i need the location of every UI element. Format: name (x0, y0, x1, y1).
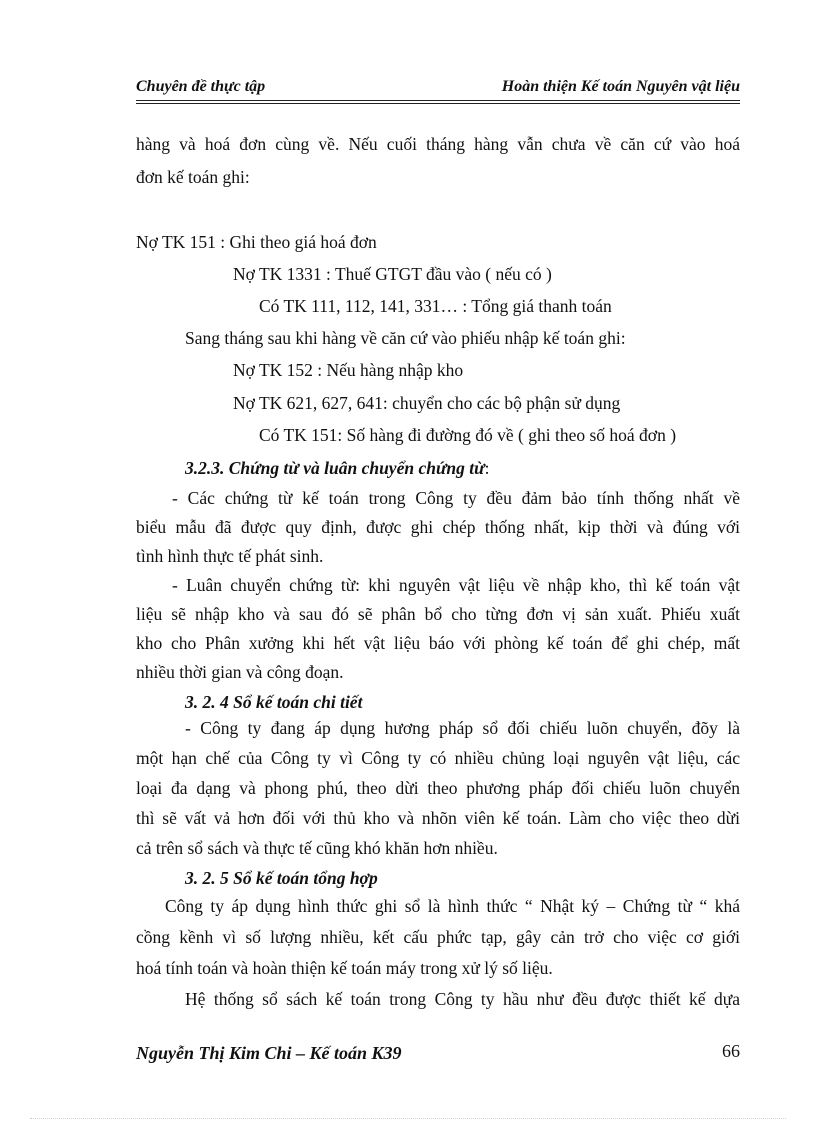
header-right: Hoàn thiện Kế toán Nguyên vật liệu (501, 78, 740, 95)
paragraph-line: - Công ty đang áp dụng hương pháp sổ đối chiếu luõn chuyển, đõy là (185, 718, 740, 738)
section-heading-3-2-4: 3. 2. 4 Sổ kế toán chi tiết (185, 692, 363, 712)
footer-author: Nguyễn Thị Kim Chi – Kế toán K39 (136, 1043, 402, 1063)
paragraph-line: nhiều thời gian và công đoạn. (136, 662, 344, 682)
paragraph-line: - Các chứng từ kế toán trong Công ty đều đảm bảo tính thống nhất về (172, 488, 740, 508)
page-number: 66 (722, 1041, 740, 1061)
header-rule-double (136, 103, 740, 104)
paragraph-line: kho cho Phân xưởng khi hết vật liệu báo với phòng kế toán để ghi chép, mất (136, 633, 740, 653)
page-bottom-edge (30, 1118, 786, 1119)
heading-text: 3.2.3. Chứng từ và luân chuyển chứng từ (185, 458, 485, 478)
paragraph-line: hàng và hoá đơn cùng về. Nếu cuối tháng hàng vẫn chưa về căn cứ vào hoá (136, 134, 740, 154)
paragraph-line: hoá tính toán và hoàn thiện kế toán máy trong xử lý số liệu. (136, 958, 553, 978)
section-heading-3-2-5: 3. 2. 5 Sổ kế toán tổng hợp (185, 868, 378, 888)
paragraph-line: liệu sẽ nhập kho và sau đó sẽ phân bổ cho từng đơn vị sản xuất. Phiếu xuất (136, 604, 740, 624)
entry-line: Có TK 111, 112, 141, 331… : Tổng giá thanh toán (259, 296, 612, 316)
paragraph-line: cả trên sổ sách và thực tế cũng khó khăn hơn nhiều. (136, 838, 498, 858)
paragraph-line: - Luân chuyển chứng từ: khi nguyên vật liệu về nhập kho, thì kế toán vật (172, 575, 740, 595)
entry-line: Có TK 151: Số hàng đi đường đó về ( ghi theo số hoá đơn ) (259, 425, 677, 445)
paragraph-line: đơn kế toán ghi: (136, 167, 250, 187)
section-heading-3-2-3 (185, 457, 490, 479)
header-rule (136, 100, 740, 101)
paragraph-line: biểu mẫu đã được quy định, được ghi chép thống nhất, kịp thời và đúng với (136, 517, 740, 537)
paragraph-line: tình hình thực tế phát sinh. (136, 546, 324, 566)
paragraph-line: cồng kềnh vì số lượng nhiều, kết cấu phức tạp, gây cản trở cho việc cơ giới (136, 927, 740, 947)
entry-line: Nợ TK 151 : Ghi theo giá hoá đơn (136, 232, 377, 252)
entry-line: Nợ TK 1331 : Thuế GTGT đầu vào ( nếu có ) (233, 264, 552, 284)
entry-line: Sang tháng sau khi hàng về căn cứ vào phiếu nhập kế toán ghi: (185, 328, 626, 348)
paragraph-line: loại đa dạng và phong phú, theo dừi theo phương pháp đối chiếu luõn chuyển (136, 778, 740, 798)
paragraph-line: thì sẽ vất vả hơn đối với thủ kho và nhõn viên kế toán. Làm cho việc theo dừi (136, 808, 740, 828)
entry-line: Nợ TK 621, 627, 641: chuyển cho các bộ phận sử dụng (233, 393, 621, 413)
heading-colon: : (484, 458, 490, 478)
paragraph-line: Hệ thống sổ sách kế toán trong Công ty hầu như đều được thiết kế dựa (185, 989, 740, 1009)
entry-line: Nợ TK 152 : Nếu hàng nhập kho (233, 360, 464, 380)
header-left: Chuyên đề thực tập (136, 78, 266, 95)
paragraph-line: một hạn chế của Công ty vì Công ty có nhiều chủng loại nguyên vật liệu, các (136, 748, 740, 768)
paragraph-line: Công ty áp dụng hình thức ghi sổ là hình thức “ Nhật ký – Chứng từ “ khá (165, 896, 740, 916)
